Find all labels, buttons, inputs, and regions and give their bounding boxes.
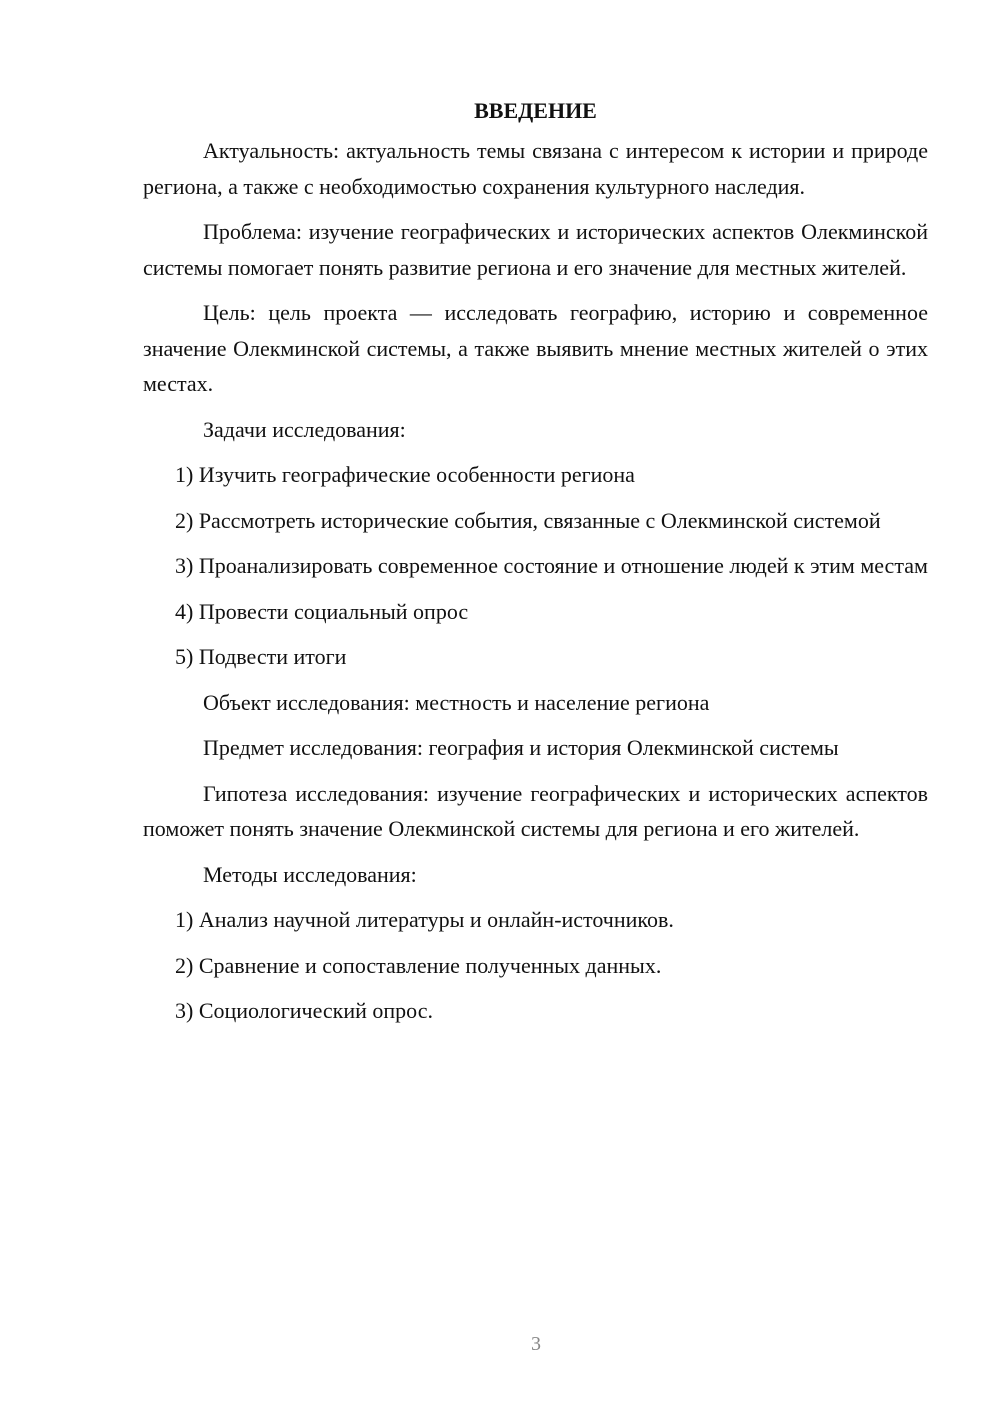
paragraph-relevance: Актуальность: актуальность темы связана с интересом к истории и природе региона, а также с необходимостью сохранения культурного наследия. (143, 138, 928, 199)
list-item-method-3: 3) Социологический опрос. (175, 998, 433, 1023)
page-content (143, 93, 928, 1039)
paragraph-hypothesis: Гипотеза исследования: изучение географических и исторических аспектов поможет понять значение Олекминской системы для региона и его жителей. (143, 780, 928, 841)
paragraph-object: Объект исследования: местность и население региона (203, 689, 710, 715)
paragraph-problem: Проблема: изучение географических и исторических аспектов Олекминской системы помогает понять развитие региона и его значение для местных жителей. (143, 219, 928, 280)
paragraph-goal: Цель: цель проекта — исследовать географию, историю и современное значение Олекминской системы, а также выявить мнение местных жителей о этих местах. (143, 300, 928, 396)
paragraph-tasks-heading: Задачи исследования: (203, 416, 406, 442)
list-item-task-1: 1) Изучить географические особенности региона (175, 462, 635, 487)
list-item-method-1: 1) Анализ научной литературы и онлайн-источников. (175, 907, 674, 932)
list-item-task-4: 4) Провести социальный опрос (175, 598, 469, 624)
list-item-method-2: 2) Сравнение и сопоставление полученных данных. (175, 952, 662, 978)
list-item-task-2: 2) Рассмотреть исторические события, связанные с Олекминской системой (175, 507, 881, 533)
paragraph-methods-heading: Методы исследования: (203, 861, 417, 887)
list-item-task-3: 3) Проанализировать современное состояние и отношение людей к этим местам (175, 553, 928, 578)
page-number: 3 (531, 1333, 541, 1355)
paragraph-subject: Предмет исследования: география и история Олекминской системы (203, 735, 839, 760)
section-heading: ВВЕДЕНИЕ (474, 98, 597, 123)
list-item-task-5: 5) Подвести итоги (175, 644, 347, 669)
